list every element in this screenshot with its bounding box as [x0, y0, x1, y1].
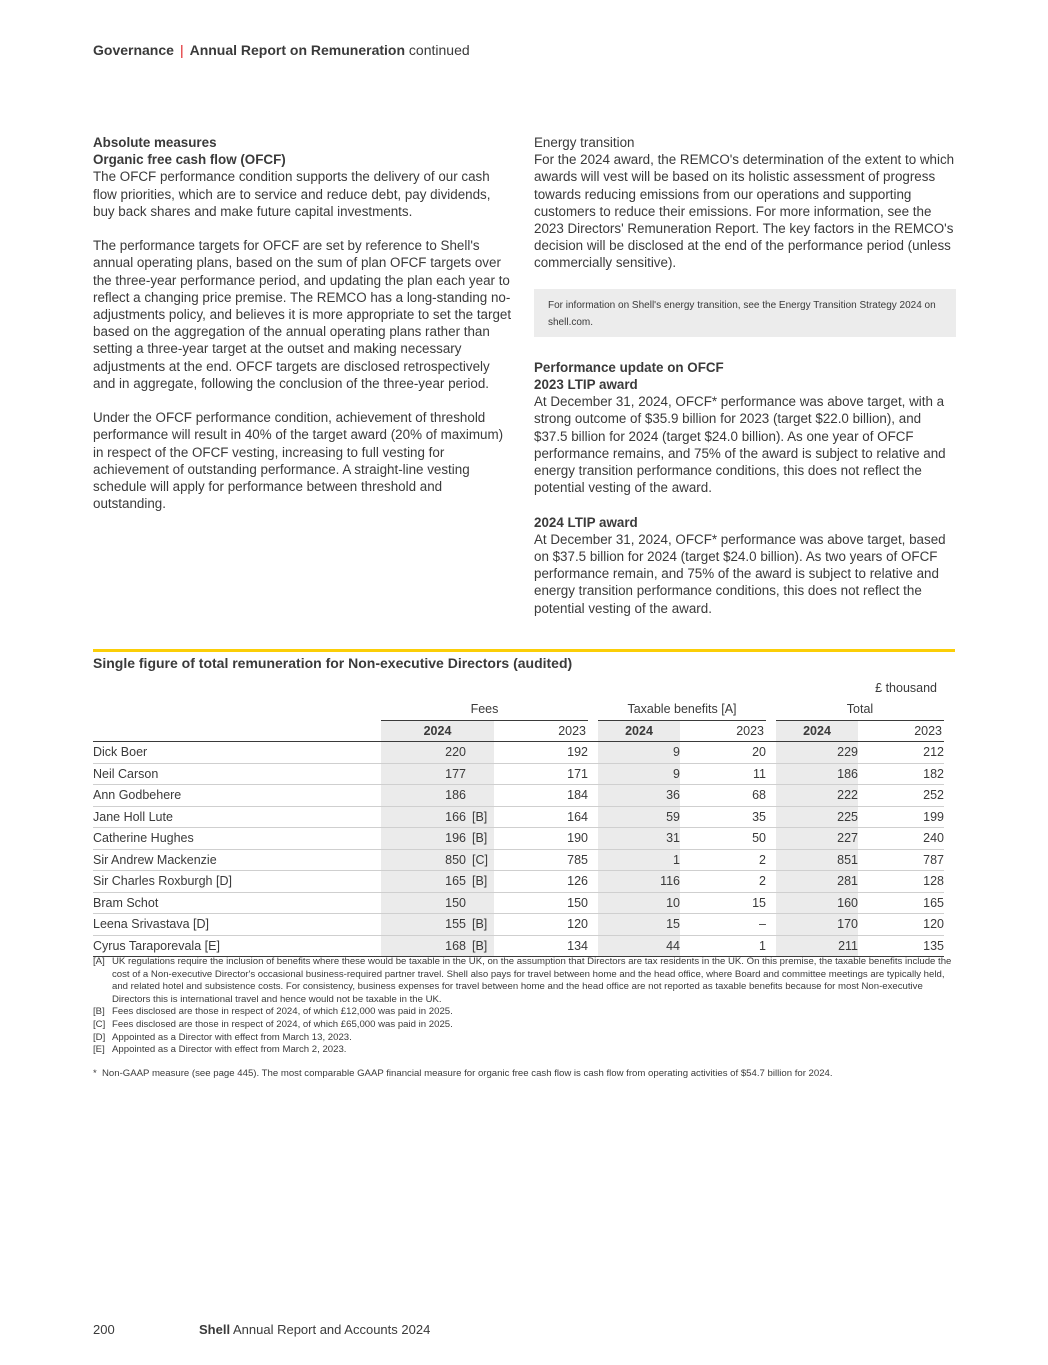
fees-2023-cell: 184: [494, 785, 588, 807]
fees-2024-cell: [381, 892, 494, 914]
footer-report-title: Annual Report and Accounts 2024: [232, 1322, 431, 1337]
footnote-text: UK regulations require the inclusion of benefits where these would be taxable in the UK, on the assumption that Directors are tax residents in the UK. On this premise, the taxable benefits include the cost of a Non-executive Director's occasional business-required partner travel. Shell also pays for travel between home and the head office, where Board and committee meetings are typically held, and related hotel and subsistence costs. For consistency, business expenses for travel between home and the head office are not reported as taxable benefits because for most Non-executive Directors this is international travel and hence would not be taxable in the UK.: [112, 956, 952, 1005]
total-2024-cell: 225: [776, 806, 858, 828]
footnote-key: [A]: [93, 956, 105, 967]
table-row: [93, 935, 944, 957]
fees-note-marker: [B]: [472, 917, 488, 932]
table-body: [93, 742, 944, 957]
year-header-row: [93, 720, 944, 742]
group-fees: Fees: [381, 699, 588, 720]
footnote: [93, 956, 953, 1006]
taxable-benefits-2024-cell: 59: [598, 806, 680, 828]
footnote-text: Appointed as a Director with effect from March 13, 2023.: [112, 1031, 352, 1043]
ofcf-paragraph-1: The OFCF performance condition supports the delivery of our cash flow priorities, which are to service and reduce debt, pay dividends, buy back shares and make future capital investments.: [93, 169, 491, 219]
fees-note-marker: [B]: [472, 938, 488, 953]
total-2023-cell: 199: [858, 806, 944, 828]
ltip-2023-heading: 2023 LTIP award: [534, 377, 638, 393]
section-divider: [93, 649, 955, 652]
footnote: [93, 1019, 953, 1032]
director-name: Sir Charles Roxburgh [D]: [93, 871, 381, 893]
fees-2023-cell: 171: [494, 763, 588, 785]
taxable-benefits-2024-cell: 44: [598, 935, 680, 957]
total-2023-cell: 240: [858, 828, 944, 850]
running-header: [93, 42, 470, 58]
year-header: 2024: [776, 720, 858, 742]
taxable-benefits-2024-cell: 31: [598, 828, 680, 850]
total-2024-cell: 227: [776, 828, 858, 850]
absolute-measures-heading: Absolute measures: [93, 135, 217, 150]
taxable-benefits-2024-cell: 9: [598, 742, 680, 764]
year-header: 2023: [494, 720, 588, 742]
taxable-benefits-2024-cell: 116: [598, 871, 680, 893]
taxable-benefits-2023-cell: 2: [680, 871, 766, 893]
fees-note-marker: [B]: [472, 874, 488, 889]
footnote-key: [D]: [93, 1031, 106, 1043]
ofcf-paragraph-3: Under the OFCF performance condition, achievement of threshold performance will result in 40% of the target award (20% of maximum) in respect of the OFCF vesting, increasing to full vesting for achievement of outstanding performance. A straight-line vesting schedule will apply for performance between threshold and outstanding.: [93, 410, 504, 512]
fees-note-marker: [B]: [472, 831, 488, 846]
group-total: Total: [776, 699, 944, 720]
continued-label: continued: [408, 42, 470, 58]
total-2024-cell: 281: [776, 871, 858, 893]
table-unit: £ thousand: [875, 681, 937, 695]
non-gaap-key: *: [93, 1067, 97, 1079]
table-row: [93, 742, 944, 764]
total-2024-cell: 851: [776, 849, 858, 871]
taxable-benefits-2024-cell: 9: [598, 763, 680, 785]
taxable-benefits-2024-cell: 10: [598, 892, 680, 914]
taxable-benefits-2023-cell: 20: [680, 742, 766, 764]
footnote-key: [E]: [93, 1044, 105, 1056]
total-2023-cell: 787: [858, 849, 944, 871]
director-name: Leena Srivastava [D]: [93, 914, 381, 936]
fees-2023-cell: 192: [494, 742, 588, 764]
total-2024-cell: 229: [776, 742, 858, 764]
ltip-2024-heading: 2024 LTIP award: [534, 514, 638, 530]
ltip-2023-text: At December 31, 2024, OFCF* performance was above target, with a strong outcome of $35.9 billion for 2023 (target $22.0 billion), and $37.5 billion for 2024 (target $24.0 billion). As one year of OFCF performance remains, and 75% of the award is subject to relative and energy transition performance conditions, this does not reflect the potential vesting of the award.: [534, 394, 946, 496]
fees-2024-cell: [381, 806, 494, 828]
footnote: [93, 1032, 953, 1045]
performance-update-heading: Performance update on OFCF: [534, 359, 724, 375]
fees-note-marker: [B]: [472, 809, 488, 824]
fees-2024-cell: [381, 871, 494, 893]
total-2023-cell: 252: [858, 785, 944, 807]
year-header: 2023: [858, 720, 944, 742]
footnote-key: [C]: [93, 1018, 106, 1030]
fees-2024-value: 196: [445, 831, 466, 846]
table-row: [93, 871, 944, 893]
taxable-benefits-2023-cell: 2: [680, 849, 766, 871]
group-header-row: [93, 699, 944, 720]
total-2023-cell: 165: [858, 892, 944, 914]
fees-2024-value: 155: [445, 917, 466, 932]
footnote-text: Fees disclosed are those in respect of 2024, of which £12,000 was paid in 2025.: [112, 1006, 453, 1018]
total-2024-cell: 160: [776, 892, 858, 914]
info-box: For information on Shell's energy transition, see the Energy Transition Strategy 2024 on shell.com.: [534, 289, 956, 337]
footnote-text: Fees disclosed are those in respect of 2024, of which £65,000 was paid in 2025.: [112, 1018, 453, 1030]
director-name: Ann Godbehere: [93, 785, 381, 807]
fees-2024-cell: [381, 849, 494, 871]
total-2023-cell: 182: [858, 763, 944, 785]
taxable-benefits-2023-cell: 50: [680, 828, 766, 850]
year-header: 2024: [381, 720, 494, 742]
fees-2024-cell: [381, 763, 494, 785]
total-2023-cell: 135: [858, 935, 944, 957]
table-row: [93, 849, 944, 871]
taxable-benefits-2023-cell: –: [680, 914, 766, 936]
fees-2023-cell: 120: [494, 914, 588, 936]
director-name: Catherine Hughes: [93, 828, 381, 850]
fees-2024-value: 850: [445, 852, 466, 867]
fees-2024-value: 150: [445, 895, 466, 910]
ltip-2024-text: At December 31, 2024, OFCF* performance was above target, based on $37.5 billion for 2024 (target $24.0 billion). As two years of OFCF performance remain, and 75% of the award is subject to relative and energy transition performance conditions, this does not reflect the potential vesting of the award.: [534, 531, 946, 616]
fees-2024-value: 186: [445, 788, 466, 803]
year-header: 2024: [598, 720, 680, 742]
non-gaap-note: [93, 1068, 953, 1081]
energy-transition-heading: Energy transition: [534, 135, 635, 150]
energy-transition-text: For the 2024 award, the REMCO's determination of the extent to which awards will vest will be based on its holistic assessment of progress towards reducing emissions from our operations and supporting customers to reduce their emissions. For more information, see the 2023 Directors' Remuneration Report. The key factors in the REMCO's decision will be disclosed at the end of the performance period (unless commercially sensitive).: [534, 152, 955, 271]
ofcf-subheading: Organic free cash flow (OFCF): [93, 152, 286, 168]
footnote-key: [B]: [93, 1006, 105, 1018]
fees-2024-value: 220: [445, 745, 466, 760]
table-row: [93, 785, 944, 807]
fees-2024-cell: [381, 828, 494, 850]
taxable-benefits-2024-cell: 1: [598, 849, 680, 871]
director-name: Cyrus Taraporevala [E]: [93, 935, 381, 957]
taxable-benefits-2024-cell: 15: [598, 914, 680, 936]
director-name: Dick Boer: [93, 742, 381, 764]
taxable-benefits-2024-cell: 36: [598, 785, 680, 807]
fees-2023-cell: 190: [494, 828, 588, 850]
fees-2023-cell: 134: [494, 935, 588, 957]
table-title: Single figure of total remuneration for Non-executive Directors (audited): [93, 655, 573, 671]
taxable-benefits-2023-cell: 68: [680, 785, 766, 807]
fees-note-marker: [C]: [472, 852, 488, 867]
fees-2023-cell: 164: [494, 806, 588, 828]
fees-2024-value: 165: [445, 874, 466, 889]
page-number: 200: [93, 1322, 115, 1337]
total-2024-cell: 170: [776, 914, 858, 936]
header-separator: |: [179, 42, 184, 58]
footnote-text: Appointed as a Director with effect from March 2, 2023.: [112, 1044, 347, 1056]
fees-2024-cell: [381, 935, 494, 957]
table-row: [93, 914, 944, 936]
left-column: [93, 134, 515, 530]
fees-2024-value: 166: [445, 809, 466, 824]
table-row: [93, 892, 944, 914]
section-label: Governance: [93, 42, 174, 58]
taxable-benefits-2023-cell: 1: [680, 935, 766, 957]
fees-2024-cell: [381, 785, 494, 807]
fees-2023-cell: 126: [494, 871, 588, 893]
director-name: Jane Holl Lute: [93, 806, 381, 828]
page-footer: [93, 1322, 430, 1337]
total-2023-cell: 128: [858, 871, 944, 893]
fees-2024-value: 168: [445, 938, 466, 953]
taxable-benefits-2023-cell: 35: [680, 806, 766, 828]
total-2023-cell: 212: [858, 742, 944, 764]
director-name: Sir Andrew Mackenzie: [93, 849, 381, 871]
taxable-benefits-2023-cell: 15: [680, 892, 766, 914]
footnotes: [93, 956, 953, 1080]
director-name: Bram Schot: [93, 892, 381, 914]
total-2024-cell: 211: [776, 935, 858, 957]
fees-2024-value: 177: [445, 766, 466, 781]
taxable-benefits-2023-cell: 11: [680, 763, 766, 785]
ofcf-paragraph-2: The performance targets for OFCF are set by reference to Shell's annual operating plans, based on the sum of plan OFCF targets over the three-year performance period, and updating the plan each year to reflect a changing price premise. The REMCO has a long-standing no-adjustments policy, and believes it is more appropriate to set the target based on the aggregation of the annual operating plans rather than setting a three-year target at the outset and making necessary adjustments at the end. OFCF targets are disclosed retrospectively and in aggregate, following the conclusion of the three-year period.: [93, 238, 512, 391]
fees-2024-cell: [381, 914, 494, 936]
table-row: [93, 806, 944, 828]
total-2024-cell: 222: [776, 785, 858, 807]
right-column: [534, 134, 956, 634]
fees-2024-cell: [381, 742, 494, 764]
table-row: [93, 763, 944, 785]
fees-2023-cell: 785: [494, 849, 588, 871]
total-2024-cell: 186: [776, 763, 858, 785]
remuneration-table: [93, 699, 944, 957]
director-name: Neil Carson: [93, 763, 381, 785]
footnote: [93, 1044, 953, 1057]
page-title: Annual Report on Remuneration: [189, 42, 406, 58]
fees-2023-cell: 150: [494, 892, 588, 914]
non-gaap-text: Non-GAAP measure (see page 445). The most comparable GAAP financial measure for organic free cash flow is cash flow from operating activities of $54.7 billion for 2024.: [102, 1067, 833, 1079]
table-row: [93, 828, 944, 850]
footer-brand: Shell: [199, 1322, 231, 1337]
group-taxable-benefits: Taxable benefits [A]: [598, 699, 766, 720]
year-header: 2023: [680, 720, 766, 742]
total-2023-cell: 120: [858, 914, 944, 936]
footnote: [93, 1006, 953, 1019]
